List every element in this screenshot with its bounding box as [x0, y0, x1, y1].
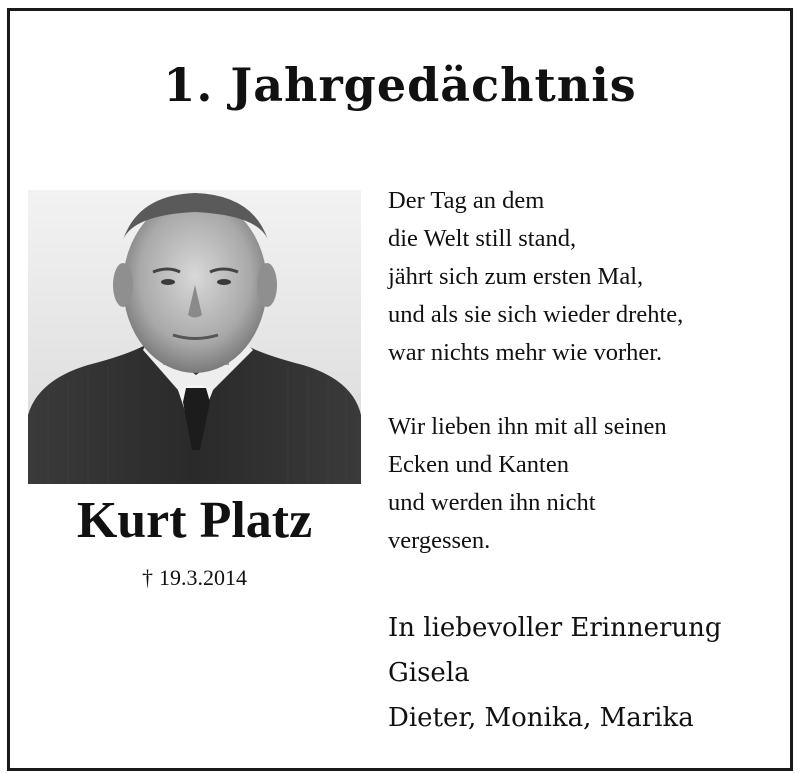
- deceased-name: Kurt Platz: [76, 492, 313, 549]
- poem-line: vergessen.: [388, 527, 491, 554]
- poem-line: Der Tag an dem: [388, 187, 545, 214]
- poem-line: Wir lieben ihn mit all seinen: [388, 413, 667, 440]
- signature-block: [388, 606, 788, 741]
- poem-line: die Welt still stand,: [388, 225, 577, 252]
- signature-name: Gisela: [388, 658, 470, 688]
- page-title: 1. Jahrgedächtnis: [163, 58, 637, 112]
- cross-icon: †: [142, 565, 153, 590]
- poem-line: und werden ihn nicht: [388, 489, 596, 516]
- poem: [388, 182, 788, 560]
- poem-stanza-1: [388, 182, 788, 372]
- poem-line: und als sie sich wieder drehte,: [388, 301, 684, 328]
- portrait-photo: [28, 190, 361, 484]
- poem-stanza-2: [388, 408, 788, 560]
- signature-intro: In liebevoller Erinnerung: [388, 613, 722, 643]
- signature-name: Dieter, Monika, Marika: [388, 703, 694, 733]
- poem-line: war nichts mehr wie vorher.: [388, 339, 663, 366]
- death-date: 19.3.2014: [159, 565, 247, 590]
- poem-line: jährt sich zum ersten Mal,: [388, 263, 644, 290]
- poem-line: Ecken und Kanten: [388, 451, 569, 478]
- portrait-image: [28, 190, 361, 484]
- death-date-line: [28, 567, 361, 589]
